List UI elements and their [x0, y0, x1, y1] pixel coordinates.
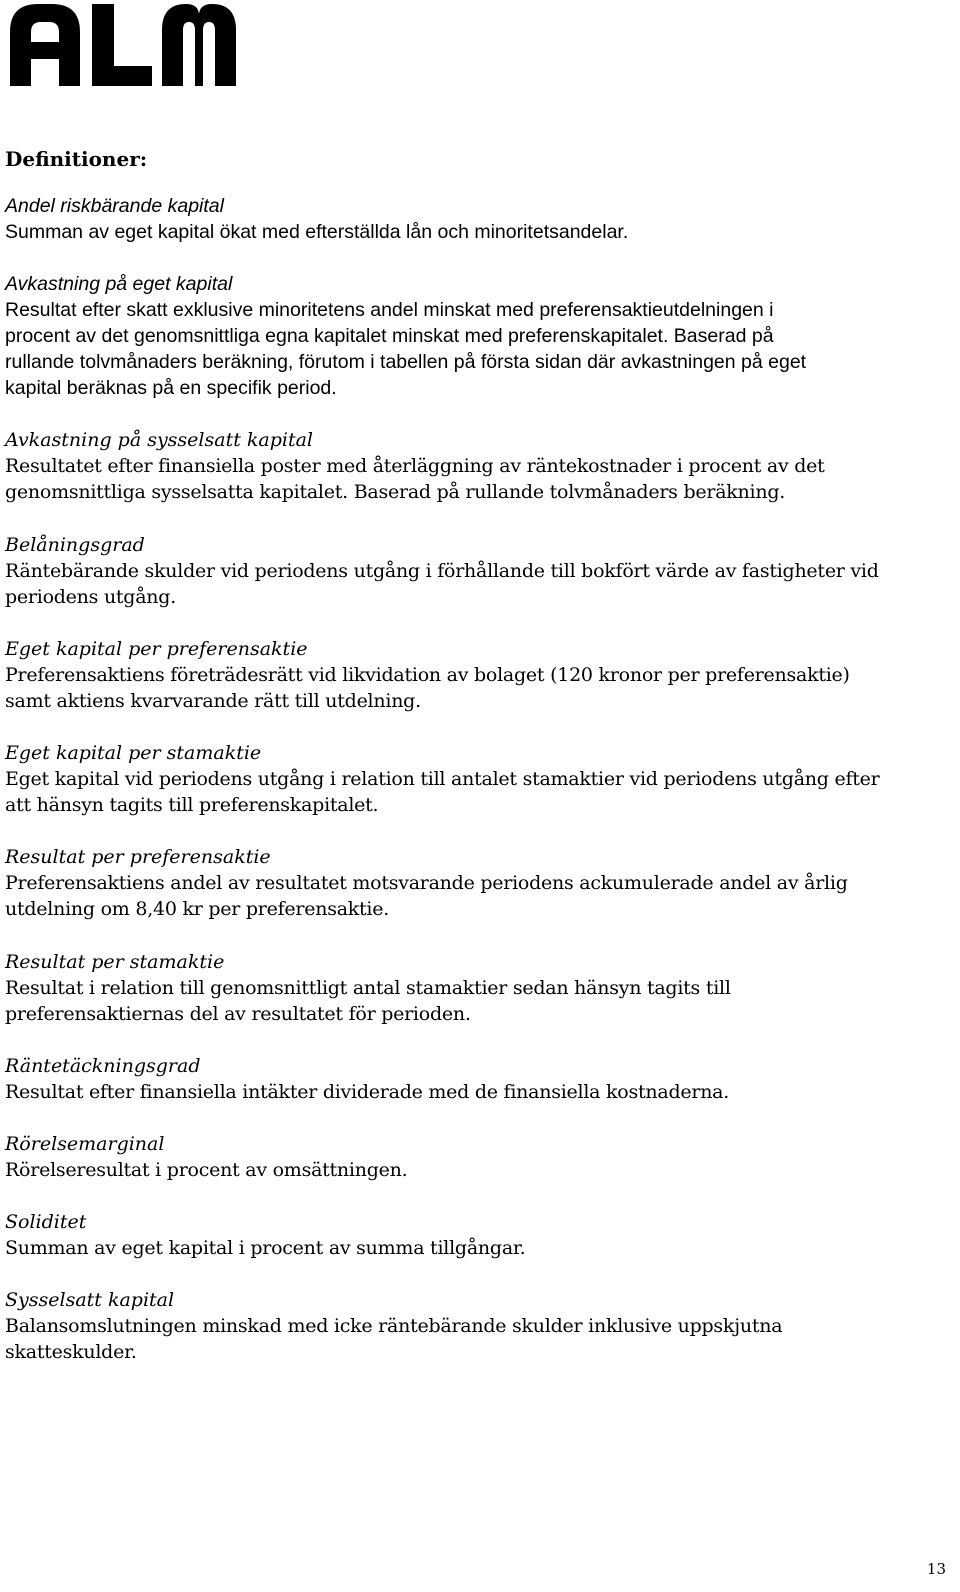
definition-rorelsemarginal [5, 1131, 940, 1183]
definition-description-line: Resultat i relation till genomsnittligt antal stamaktier sedan hänsyn tagits till [5, 977, 731, 999]
definition-term: Resultat per preferensaktie [5, 846, 271, 868]
definition-description-line: Balansomslutningen minskad med icke räntebärande skulder inklusive uppskjutna [5, 1315, 783, 1337]
definition-description-line: Resultat efter skatt exklusive minoritetens andel minskat med preferensaktieutdelningen i [5, 299, 774, 321]
definition-resultat-per-preferensaktie [5, 844, 940, 922]
definition-rantetackningsgrad [5, 1053, 940, 1105]
definition-description-line: att hänsyn tagits till preferenskapitalet. [5, 794, 379, 816]
definition-eget-kapital-per-preferensaktie [5, 636, 940, 714]
definition-eget-kapital-per-stamaktie [5, 740, 940, 818]
definition-term: Soliditet [5, 1211, 87, 1233]
definition-description-line: Eget kapital vid periodens utgång i relation till antalet stamaktier vid periodens utgång efter [5, 768, 880, 790]
definition-andel-riskbarande-kapital [5, 193, 940, 245]
definition-description-line: Räntebärande skulder vid periodens utgång i förhållande till bokfört värde av fastigheter vid [5, 560, 879, 582]
definition-description-line: Preferensaktiens andel av resultatet motsvarande periodens ackumulerade andel av årlig [5, 872, 848, 894]
definition-description: Resultat efter finansiella intäkter dividerade med de finansiella kostnaderna. [5, 1081, 730, 1103]
definition-description: Rörelseresultat i procent av omsättningen. [5, 1159, 408, 1181]
alm-logo [10, 4, 236, 86]
definition-description-line: utdelning om 8,40 kr per preferensaktie. [5, 898, 390, 920]
alm-logo-mark [10, 4, 236, 86]
definition-description-line: preferensaktiernas del av resultatet för perioden. [5, 1003, 471, 1025]
definition-resultat-per-stamaktie [5, 949, 940, 1027]
definition-description-line: Preferensaktiens företrädesrätt vid likvidation av bolaget (120 kronor per preferensaktie) [5, 664, 850, 686]
definition-term: Andel riskbärande kapital [5, 195, 224, 217]
definition-term: Eget kapital per stamaktie [5, 742, 262, 764]
definition-soliditet [5, 1209, 940, 1261]
definition-description-line: Resultatet efter finansiella poster med återläggning av räntekostnader i procent av det [5, 455, 825, 477]
definition-term: Resultat per stamaktie [5, 951, 225, 973]
definition-description: Summan av eget kapital ökat med efterställda lån och minoritetsandelar. [5, 221, 629, 243]
definition-term: Rörelsemarginal [5, 1133, 165, 1155]
definition-description-line: skatteskulder. [5, 1341, 137, 1363]
definition-term: Sysselsatt kapital [5, 1289, 175, 1311]
definition-avkastning-pa-sysselsatt-kapital [5, 427, 940, 505]
page-heading: Definitioner: [5, 147, 148, 171]
definition-term: Belåningsgrad [5, 534, 145, 556]
definition-description-line: genomsnittliga sysselsatta kapitalet. Baserad på rullande tolvmånaders beräkning. [5, 481, 786, 503]
definition-term: Räntetäckningsgrad [5, 1055, 201, 1077]
definition-term: Avkastning på eget kapital [5, 273, 233, 295]
definition-description-line: periodens utgång. [5, 586, 176, 608]
page-number: 13 [926, 1560, 946, 1578]
definition-description-line: procent av det genomsnittliga egna kapitalet minskat med preferenskapitalet. Baserad på [5, 325, 774, 347]
definition-avkastning-pa-eget-kapital [5, 271, 940, 401]
definition-sysselsatt-kapital [5, 1287, 940, 1365]
definition-belaningsgrad [5, 532, 940, 610]
definition-description: Summan av eget kapital i procent av summa tillgångar. [5, 1237, 526, 1259]
definition-description-line: rullande tolvmånaders beräkning, förutom i tabellen på första sidan där avkastningen på eget [5, 351, 807, 373]
definition-description-line: kapital beräknas på en specifik period. [5, 377, 337, 399]
definition-description-line: samt aktiens kvarvarande rätt till utdelning. [5, 690, 421, 712]
definition-term: Avkastning på sysselsatt kapital [5, 429, 314, 451]
definition-term: Eget kapital per preferensaktie [5, 638, 308, 660]
